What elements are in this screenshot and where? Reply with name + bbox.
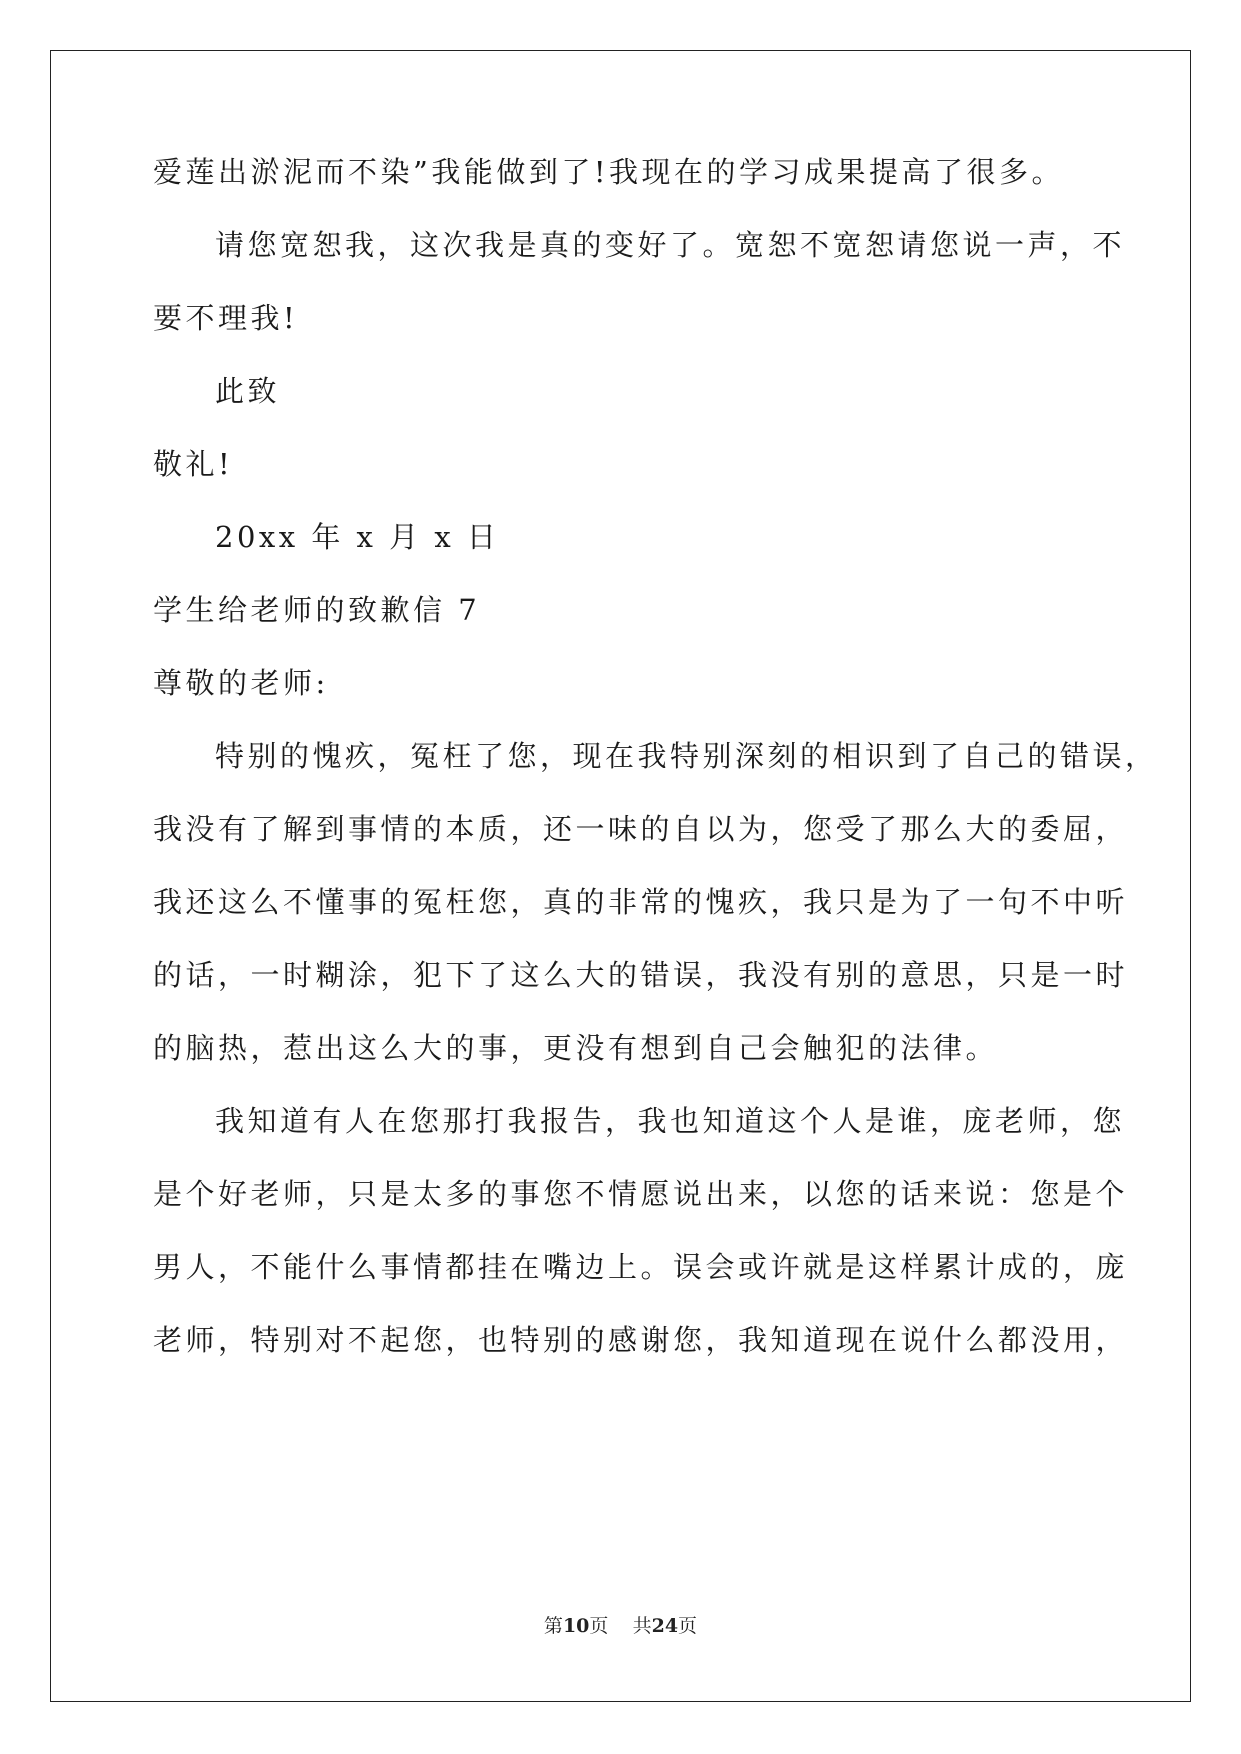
letter-greeting: 尊敬的老师: [153, 666, 329, 700]
body-line-1: 爱莲出淤泥而不染”我能做到了!我现在的学习成果提高了很多。 [153, 155, 1064, 189]
body-line-9: 特别的愧疚，冤枉了您，现在我特别深刻的相识到了自己的错误， [215, 739, 1158, 773]
body-line-16: 男人，不能什么事情都挂在嘴边上。误会或许就是这样累计成的，庞 [153, 1250, 1129, 1284]
body-line-10: 我没有了解到事情的本质，还一味的自以为，您受了那么大的委屈， [153, 812, 1129, 846]
body-line-3: 要不理我! [153, 301, 299, 335]
footer-page-number: 10 [562, 1615, 590, 1637]
page-footer [0, 1614, 1241, 1638]
footer-page-suffix: 页 [589, 1615, 609, 1637]
body-line-13: 的脑热，惹出这么大的事，更没有想到自己会触犯的法律。 [153, 1031, 999, 1065]
body-line-11: 我还这么不懂事的冤枉您，真的非常的愧疚，我只是为了一句不中听 [153, 885, 1129, 919]
section-title: 学生给老师的致歉信 7 [153, 593, 481, 627]
body-line-14: 我知道有人在您那打我报告，我也知道这个人是谁，庞老师，您 [215, 1104, 1126, 1138]
closing-salutation: 此致 [215, 374, 281, 408]
closing-regards: 敬礼! [153, 447, 234, 481]
footer-page-prefix: 第 [543, 1615, 563, 1637]
footer-total-pages: 24 [651, 1615, 679, 1637]
footer-total-prefix: 共 [632, 1615, 652, 1637]
body-line-2: 请您宽恕我，这次我是真的变好了。宽恕不宽恕请您说一声，不 [215, 228, 1126, 262]
body-line-12: 的话，一时糊涂，犯下了这么大的错误，我没有别的意思，只是一时 [153, 958, 1129, 992]
footer-total-suffix: 页 [678, 1615, 698, 1637]
letter-date: 20xx 年 x 月 x 日 [215, 520, 500, 554]
body-line-15: 是个好老师，只是太多的事您不情愿说出来，以您的话来说：您是个 [153, 1177, 1129, 1211]
body-line-17: 老师，特别对不起您，也特别的感谢您，我知道现在说什么都没用， [153, 1323, 1129, 1357]
